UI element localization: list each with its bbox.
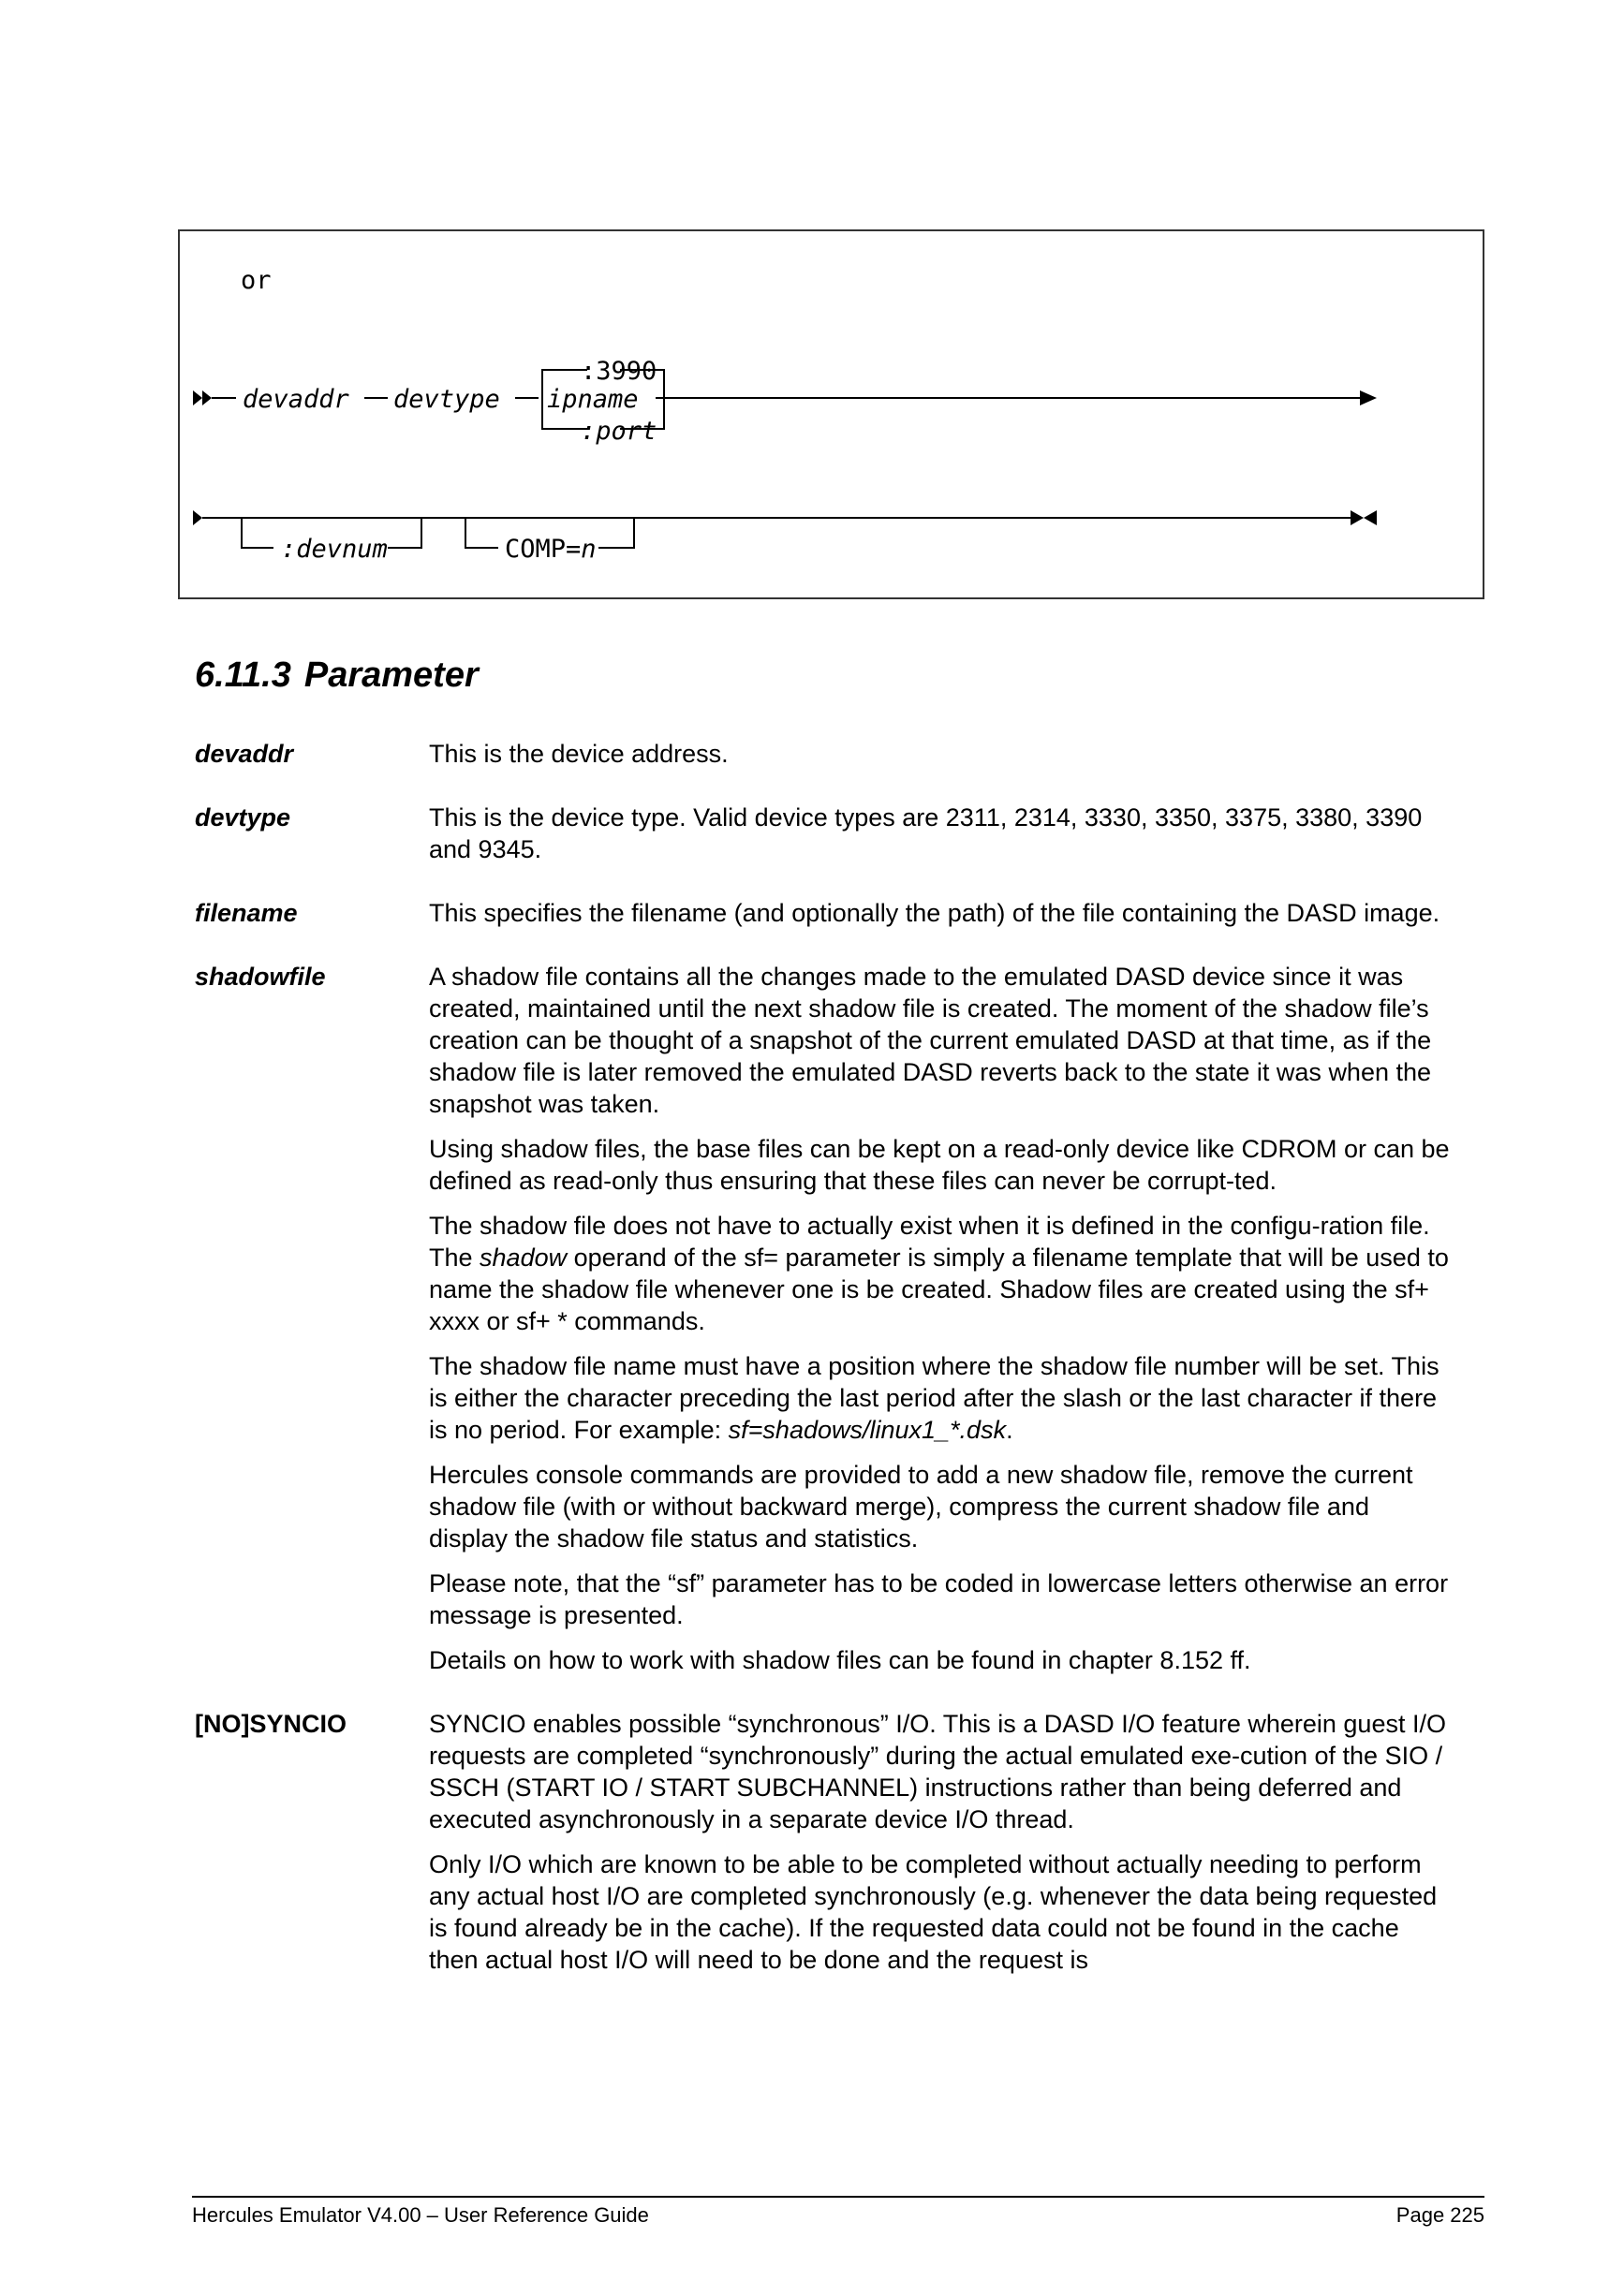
continue-arrow-icon: [1360, 390, 1377, 405]
optional-branch: [465, 518, 498, 548]
param-description: [429, 1708, 1450, 1976]
param-term: devaddr: [195, 740, 294, 768]
end-arrow-icon: [1364, 510, 1377, 525]
param-filename: [195, 897, 1450, 929]
section-title: Parameter: [303, 655, 479, 695]
param-shadowfile: [195, 961, 1450, 1676]
emphasis: shadow: [480, 1244, 568, 1272]
syntax-port: :port: [581, 417, 657, 446]
param-description: [429, 738, 1450, 770]
section-heading: [195, 655, 479, 696]
text-span: The shadow file name must have a position where the shadow file number will be set. This is either the character preceding the last period after the slash or the last character if there is no period. For example:: [429, 1352, 1439, 1444]
parameter-list: [195, 738, 1450, 2008]
section-number: 6.11.3: [195, 655, 291, 695]
param-term: devtype: [195, 803, 291, 832]
param-text: [429, 1350, 1450, 1446]
syntax-comp: [505, 535, 597, 564]
param-text: Only I/O which are known to be able to be completed without actually needing to perform any actual host I/O are completed synchronously (e.g. whenever the data being requested is found already be in the cache). If the requested data could not be found in the cache then actual host I/O will need to be done and the request is: [429, 1850, 1438, 1974]
param-syncio: [195, 1708, 1450, 1976]
syntax-diagram-svg: [180, 231, 1486, 601]
syntax-ipname: ipname: [547, 385, 639, 414]
param-term: shadowfile: [195, 963, 326, 991]
param-term: [NO]SYNCIO: [195, 1710, 347, 1738]
or-label: or: [241, 266, 272, 295]
param-text: This is the device address.: [429, 740, 729, 768]
end-arrow-icon: [1351, 510, 1364, 525]
param-description: [429, 897, 1450, 929]
param-devtype: [195, 802, 1450, 865]
param-text: Using shadow files, the base files can be kept on a read-only device like CDROM or can be defined as read-only thus ensuring that these files can never be corrupt-ted.: [429, 1135, 1450, 1195]
footer-rule: [192, 2196, 1484, 2198]
param-text: Hercules console commands are provided to add a new shadow file, remove the current shadow file (with or without backward merge), compress the current shadow file and display the shadow file status and statistics.: [429, 1461, 1413, 1553]
optional-branch: [242, 518, 273, 548]
param-text: Details on how to work with shadow files can be found in chapter 8.152 ff.: [429, 1646, 1251, 1674]
param-term: filename: [195, 899, 298, 927]
text-span: .: [1006, 1416, 1013, 1444]
param-text: This is the device type. Valid device types are 2311, 2314, 3330, 3350, 3375, 3380, 3390 and 9345.: [429, 803, 1423, 863]
param-text: Please note, that the “sf” parameter has to be coded in lowercase letters otherwise an error message is presented.: [429, 1569, 1449, 1629]
syntax-comp-var: n: [581, 535, 597, 564]
param-devaddr: [195, 738, 1450, 770]
syntax-diagram: [178, 229, 1484, 599]
param-description: [429, 802, 1450, 865]
syntax-comp-prefix: COMP=: [505, 535, 582, 564]
optional-branch: [388, 518, 421, 548]
text-span: operand of the sf= parameter is simply a filename template that will be used to name the shadow file whenever one is be created. Shadow files are created using the sf+ xxxx or sf+ * commands.: [429, 1244, 1449, 1335]
example-code: sf=shadows/linux1_*.dsk: [728, 1416, 1007, 1444]
optional-branch: [598, 518, 634, 548]
text-span: The shadow file does not have to actually exist when it is defined in the configu-ration file. The: [429, 1212, 1430, 1272]
start-arrow-icon: [193, 390, 202, 405]
start-arrow-icon: [202, 390, 212, 405]
syntax-devaddr: devaddr: [243, 385, 349, 414]
param-text: [429, 1210, 1450, 1337]
param-text: This specifies the filename (and optionally the path) of the file containing the DASD image.: [429, 899, 1440, 927]
param-text: SYNCIO enables possible “synchronous” I/O. This is a DASD I/O feature wherein guest I/O requests are completed “synchronously” during the actual emulated exe-cution of the SIO / SSCH (START IO / START SUBCHANNEL) instructions rather than being deferred and executed asynchronously in a separate device I/O thread.: [429, 1710, 1446, 1833]
param-description: [429, 961, 1450, 1676]
syntax-devnum: :devnum: [281, 535, 388, 564]
page-number: Page 225: [1395, 2203, 1484, 2227]
syntax-devtype: devtype: [393, 385, 500, 414]
footer-title: Hercules Emulator V4.00 – User Reference Guide: [192, 2203, 649, 2227]
param-text: A shadow file contains all the changes made to the emulated DASD device since it was created, maintained until the next shadow file is created. The moment of the shadow file’s creation can be thought of a snapshot of the current emulated DASD at that time, as if the shadow file is later removed the emulated DASD reverts back to the state it was when the snapshot was taken.: [429, 963, 1432, 1118]
syntax-default-port: :3990: [581, 357, 657, 386]
continuation-arrow-icon: [193, 510, 202, 525]
